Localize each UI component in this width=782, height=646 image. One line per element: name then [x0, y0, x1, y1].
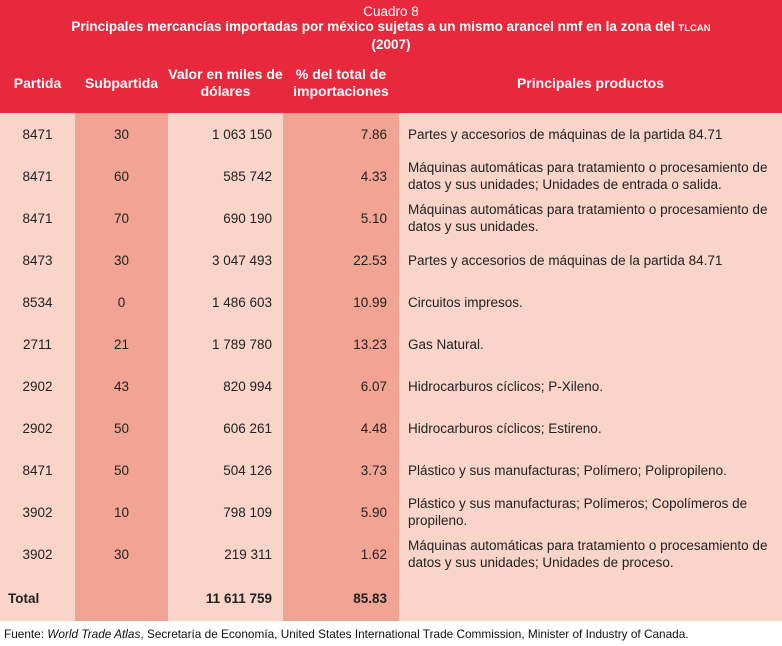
cell-partida: 8471 — [0, 155, 75, 197]
source-italic: World Trade Atlas — [47, 627, 141, 641]
cell-partida: 8473 — [0, 239, 75, 281]
cell-producto: Circuitos impresos. — [399, 281, 782, 323]
total-label: Total — [0, 575, 75, 621]
col-header-valor: Valor en miles de dólares — [168, 53, 283, 113]
table-row — [0, 407, 782, 449]
cell-partida: 8471 — [0, 449, 75, 491]
imports-table — [0, 53, 782, 575]
cell-partida: 8471 — [0, 113, 75, 155]
cell-producto: Hidrocarburos cíclicos; Estireno. — [399, 407, 782, 449]
cell-partida: 8534 — [0, 281, 75, 323]
cell-valor: 1 063 150 — [168, 113, 283, 155]
cell-subpartida: 0 — [75, 281, 168, 323]
table-row — [0, 155, 782, 197]
cell-subpartida: 30 — [75, 113, 168, 155]
col-header-productos: Principales productos — [399, 53, 782, 113]
table-row — [0, 491, 782, 533]
cell-producto: Máquinas automáticas para tratamiento o procesamiento de datos y sus unidades; Unidades de entrada o salida. — [399, 155, 782, 197]
cell-partida: 2902 — [0, 407, 75, 449]
table-row — [0, 281, 782, 323]
cell-valor: 504 126 — [168, 449, 283, 491]
cell-porcentaje: 5.10 — [283, 197, 399, 239]
cell-producto: Plástico y sus manufacturas; Polímero; Polipropileno. — [399, 449, 782, 491]
cell-porcentaje: 4.48 — [283, 407, 399, 449]
cell-partida: 8471 — [0, 197, 75, 239]
table-caption: Cuadro 8 — [363, 4, 419, 19]
cell-porcentaje: 5.90 — [283, 491, 399, 533]
source-label: Fuente: — [4, 627, 45, 641]
source-rest: , Secretaría de Economía, United States International Trade Commission, Minister of Industry of Canada. — [140, 627, 689, 641]
cell-porcentaje: 22.53 — [283, 239, 399, 281]
cell-partida: 2902 — [0, 365, 75, 407]
cell-valor: 585 742 — [168, 155, 283, 197]
col-header-partida: Partida — [0, 53, 75, 113]
cell-porcentaje: 4.33 — [283, 155, 399, 197]
cell-porcentaje: 7.86 — [283, 113, 399, 155]
col-header-porcentaje: % del total de importaciones — [283, 53, 399, 113]
cell-valor: 1 789 780 — [168, 323, 283, 365]
table-row — [0, 449, 782, 491]
cell-subpartida: 30 — [75, 239, 168, 281]
table-row — [0, 323, 782, 365]
cell-producto: Máquinas automáticas para tratamiento o procesamiento de datos y sus unidades; Unidades de proceso. — [399, 533, 782, 575]
cell-subpartida: 50 — [75, 449, 168, 491]
cell-subpartida: 60 — [75, 155, 168, 197]
table-header-banner — [0, 0, 782, 53]
table-row — [0, 113, 782, 155]
cell-subpartida: 21 — [75, 323, 168, 365]
cell-producto: Partes y accesorios de máquinas de la partida 84.71 — [399, 113, 782, 155]
cell-porcentaje: 13.23 — [283, 323, 399, 365]
cell-producto: Máquinas automáticas para tratamiento o procesamiento de datos y sus unidades. — [399, 197, 782, 239]
table-body — [0, 113, 782, 575]
table-row — [0, 365, 782, 407]
total-row — [0, 575, 782, 621]
table-row — [0, 197, 782, 239]
cell-subpartida: 70 — [75, 197, 168, 239]
cell-valor: 606 261 — [168, 407, 283, 449]
col-header-subpartida: Subpartida — [75, 53, 168, 113]
title-main: Principales mercancías importadas por méxico sujetas a un mismo arancel nmf en la zona del — [71, 19, 675, 34]
cell-valor: 1 486 603 — [168, 281, 283, 323]
source-note — [4, 627, 689, 641]
cell-porcentaje: 6.07 — [283, 365, 399, 407]
cell-partida: 3902 — [0, 533, 75, 575]
cell-valor: 3 047 493 — [168, 239, 283, 281]
cell-partida: 3902 — [0, 491, 75, 533]
cell-producto: Gas Natural. — [399, 323, 782, 365]
table-row — [0, 239, 782, 281]
cell-producto: Partes y accesorios de máquinas de la partida 84.71 — [399, 239, 782, 281]
cell-valor: 820 994 — [168, 365, 283, 407]
total-producto — [399, 575, 782, 621]
title-abbrev: TLCAN — [678, 23, 711, 34]
cell-subpartida: 50 — [75, 407, 168, 449]
cell-porcentaje: 1.62 — [283, 533, 399, 575]
cell-valor: 219 311 — [168, 533, 283, 575]
total-table — [0, 575, 782, 621]
table-title — [0, 19, 782, 53]
cell-subpartida: 10 — [75, 491, 168, 533]
cell-partida: 2711 — [0, 323, 75, 365]
cell-producto: Hidrocarburos cíclicos; P-Xileno. — [399, 365, 782, 407]
total-porcentaje: 85.83 — [283, 575, 399, 621]
cell-subpartida: 43 — [75, 365, 168, 407]
table-row — [0, 533, 782, 575]
cell-valor: 690 190 — [168, 197, 283, 239]
column-header-row — [0, 53, 782, 113]
cell-subpartida: 30 — [75, 533, 168, 575]
cell-producto: Plástico y sus manufacturas; Polímeros; Copolímeros de propileno. — [399, 491, 782, 533]
title-year: (2007) — [371, 37, 411, 52]
cell-valor: 798 109 — [168, 491, 283, 533]
cell-porcentaje: 3.73 — [283, 449, 399, 491]
total-subpartida — [75, 575, 168, 621]
cell-porcentaje: 10.99 — [283, 281, 399, 323]
total-valor: 11 611 759 — [168, 575, 283, 621]
